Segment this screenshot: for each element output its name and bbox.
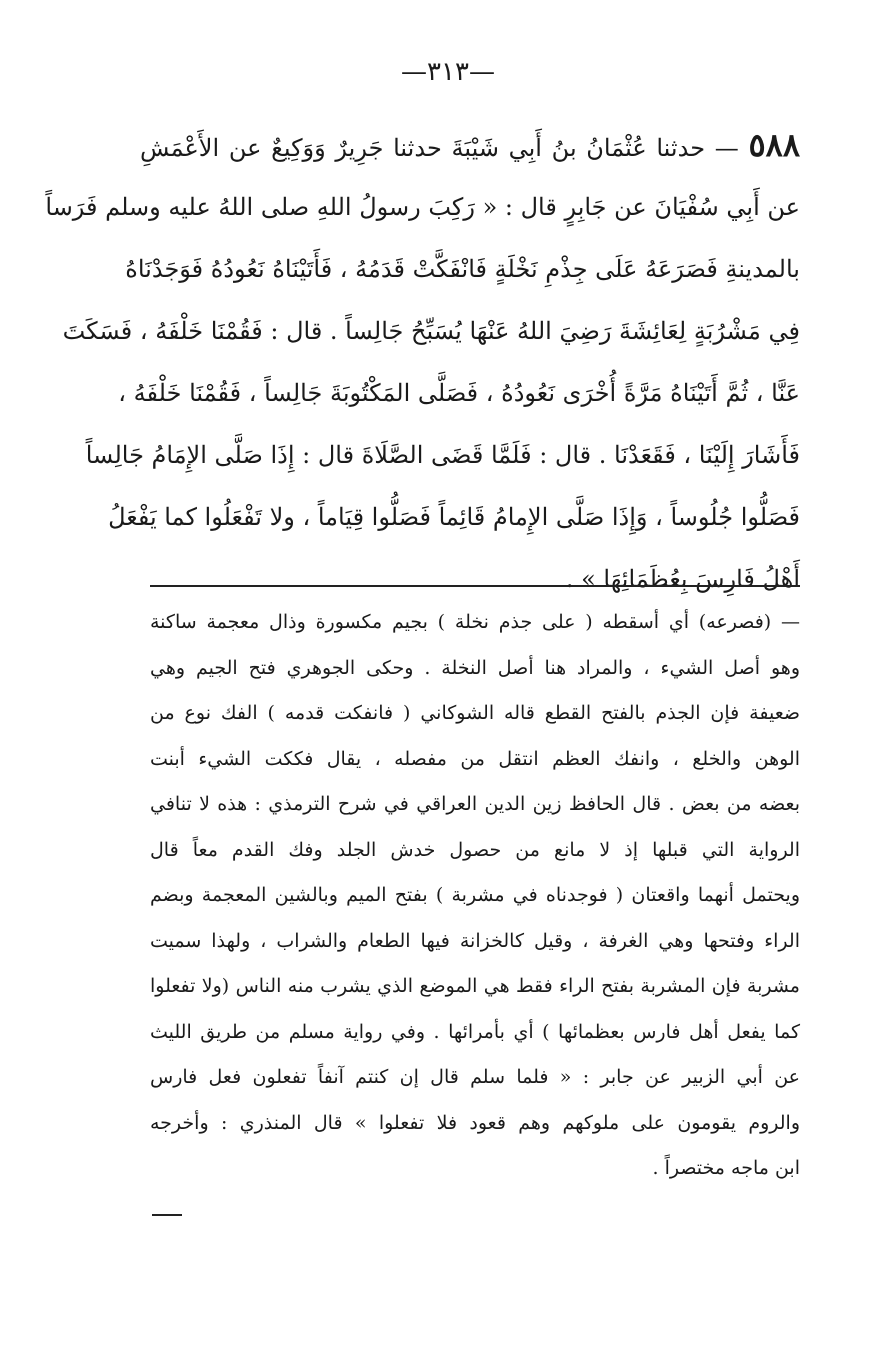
hadith-number: ٥٨٨ bbox=[748, 126, 800, 164]
hadith-line bbox=[140, 114, 800, 176]
commentary-line: — (فصرعه) أي أسقطه ( على جذم نخلة ) بجيم مكسورة وذال معجمة ساكنة bbox=[150, 611, 800, 633]
hadith-line: أَهْلُ فَارِسَ بِعُظَمَائِهَا » . bbox=[565, 565, 800, 593]
page-number: —٣١٣— bbox=[401, 57, 495, 87]
commentary-text bbox=[150, 600, 800, 1192]
commentary-line: ويحتمل أنهما واقعتان ( فوجدناه في مشربة ) بفتح الميم وبالشين المعجمة وبضم bbox=[150, 884, 800, 906]
hadith-line: فَأَشَارَ إِلَيْنَا ، فَقَعَدْنَا . قال : فَلَمَّا قَضَى الصَّلَاةَ قال : إِذَا صَلَّى الإِمَامُ جَالِساً bbox=[85, 441, 800, 469]
commentary-line: ابن ماجه مختصراً . bbox=[652, 1157, 800, 1179]
hadith-line: فِي مَشْرُبَةٍ لِعَائِشَةَ رَضِيَ اللهُ عَنْهَا يُسَبِّحُ جَالِساً . قال : فَقُمْنَا خَلْفَهُ ، فَسَكَتَ bbox=[62, 317, 800, 345]
commentary-line: ضعيفة فإن الجذم بالفتح القطع قاله الشوكاني ( فانفكت قدمه ) الفك نوع من bbox=[150, 702, 800, 724]
hadith-line-text: — حدثنا عُثْمَانُ بنُ أَبِي شَيْبَةَ حدثنا جَرِيرٌ وَوَكِيعٌ عن الأَعْمَشِ bbox=[140, 134, 739, 162]
hadith-text bbox=[45, 114, 800, 610]
commentary-line: الراء وفتحها وهي الغرفة ، وقيل كالخزانة فيها الطعام والشراب ، ولهذا سميت bbox=[150, 929, 800, 952]
commentary-line: وهو أصل الشيء ، والمراد هنا أصل النخلة . وحكى الجوهري فتح الجيم وهي bbox=[150, 656, 800, 679]
commentary-line: الرواية التي قبلها إذ لا مانع من حصول خدش الجلد وفك القدم معاً قال bbox=[150, 838, 800, 861]
commentary-line: الوهن والخلع ، وانفك العظم انتقل من مفصله ، يقال فككت الشيء أبنت bbox=[150, 747, 800, 770]
commentary-line: والروم يقومون على ملوكهم وهم قعود فلا تفعلوا » قال المنذري : وأخرجه bbox=[150, 1111, 800, 1134]
commentary-line: بعضه من بعض . قال الحافظ زين الدين العراقي في شرح الترمذي : هذه لا تنافي bbox=[150, 793, 800, 815]
commentary-line: عن أبي الزبير عن جابر : « فلما سلم قال إن كنتم آنفاً تفعلون فعل فارس bbox=[150, 1066, 800, 1088]
commentary-line: كما يفعل أهل فارس بعظمائها ) أي بأمرائها . وفي رواية مسلم من طريق الليث bbox=[150, 1020, 800, 1043]
commentary-line: مشربة فإن المشربة بفتح الراء فقط هي الموضع الذي يشرب منه الناس (ولا تفعلوا bbox=[150, 975, 800, 997]
hadith-line: بالمدينةِ فَصَرَعَهُ عَلَى جِذْمِ نَخْلَةٍ فَانْفَكَّتْ قَدَمُهُ ، فَأَتَيْنَاهُ نَعُودُهُ فَوَجَدْنَاهُ bbox=[125, 255, 800, 283]
hadith-line: عَنَّا ، ثُمَّ أَتَيْنَاهُ مَرَّةً أُخْرَى نَعُودُهُ ، فَصَلَّى المَكْتُوبَةَ جَالِساً ، فَقُمْنَا خَلْفَهُ ، bbox=[118, 379, 800, 407]
end-mark bbox=[152, 1214, 182, 1216]
hadith-line: فَصَلُّوا جُلُوساً ، وَإِذَا صَلَّى الإِمامُ قَائِماً فَصَلُّوا قِيَاماً ، ولا تَفْعَلُوا كما يَفْعَلُ bbox=[108, 503, 800, 531]
hadith-line: عن أَبِي سُفْيَانَ عن جَابِرٍ قال : « رَكِبَ رسولُ اللهِ صلى اللهُ عليه وسلم فَرَساً bbox=[45, 193, 800, 221]
footnote-divider bbox=[150, 585, 800, 587]
